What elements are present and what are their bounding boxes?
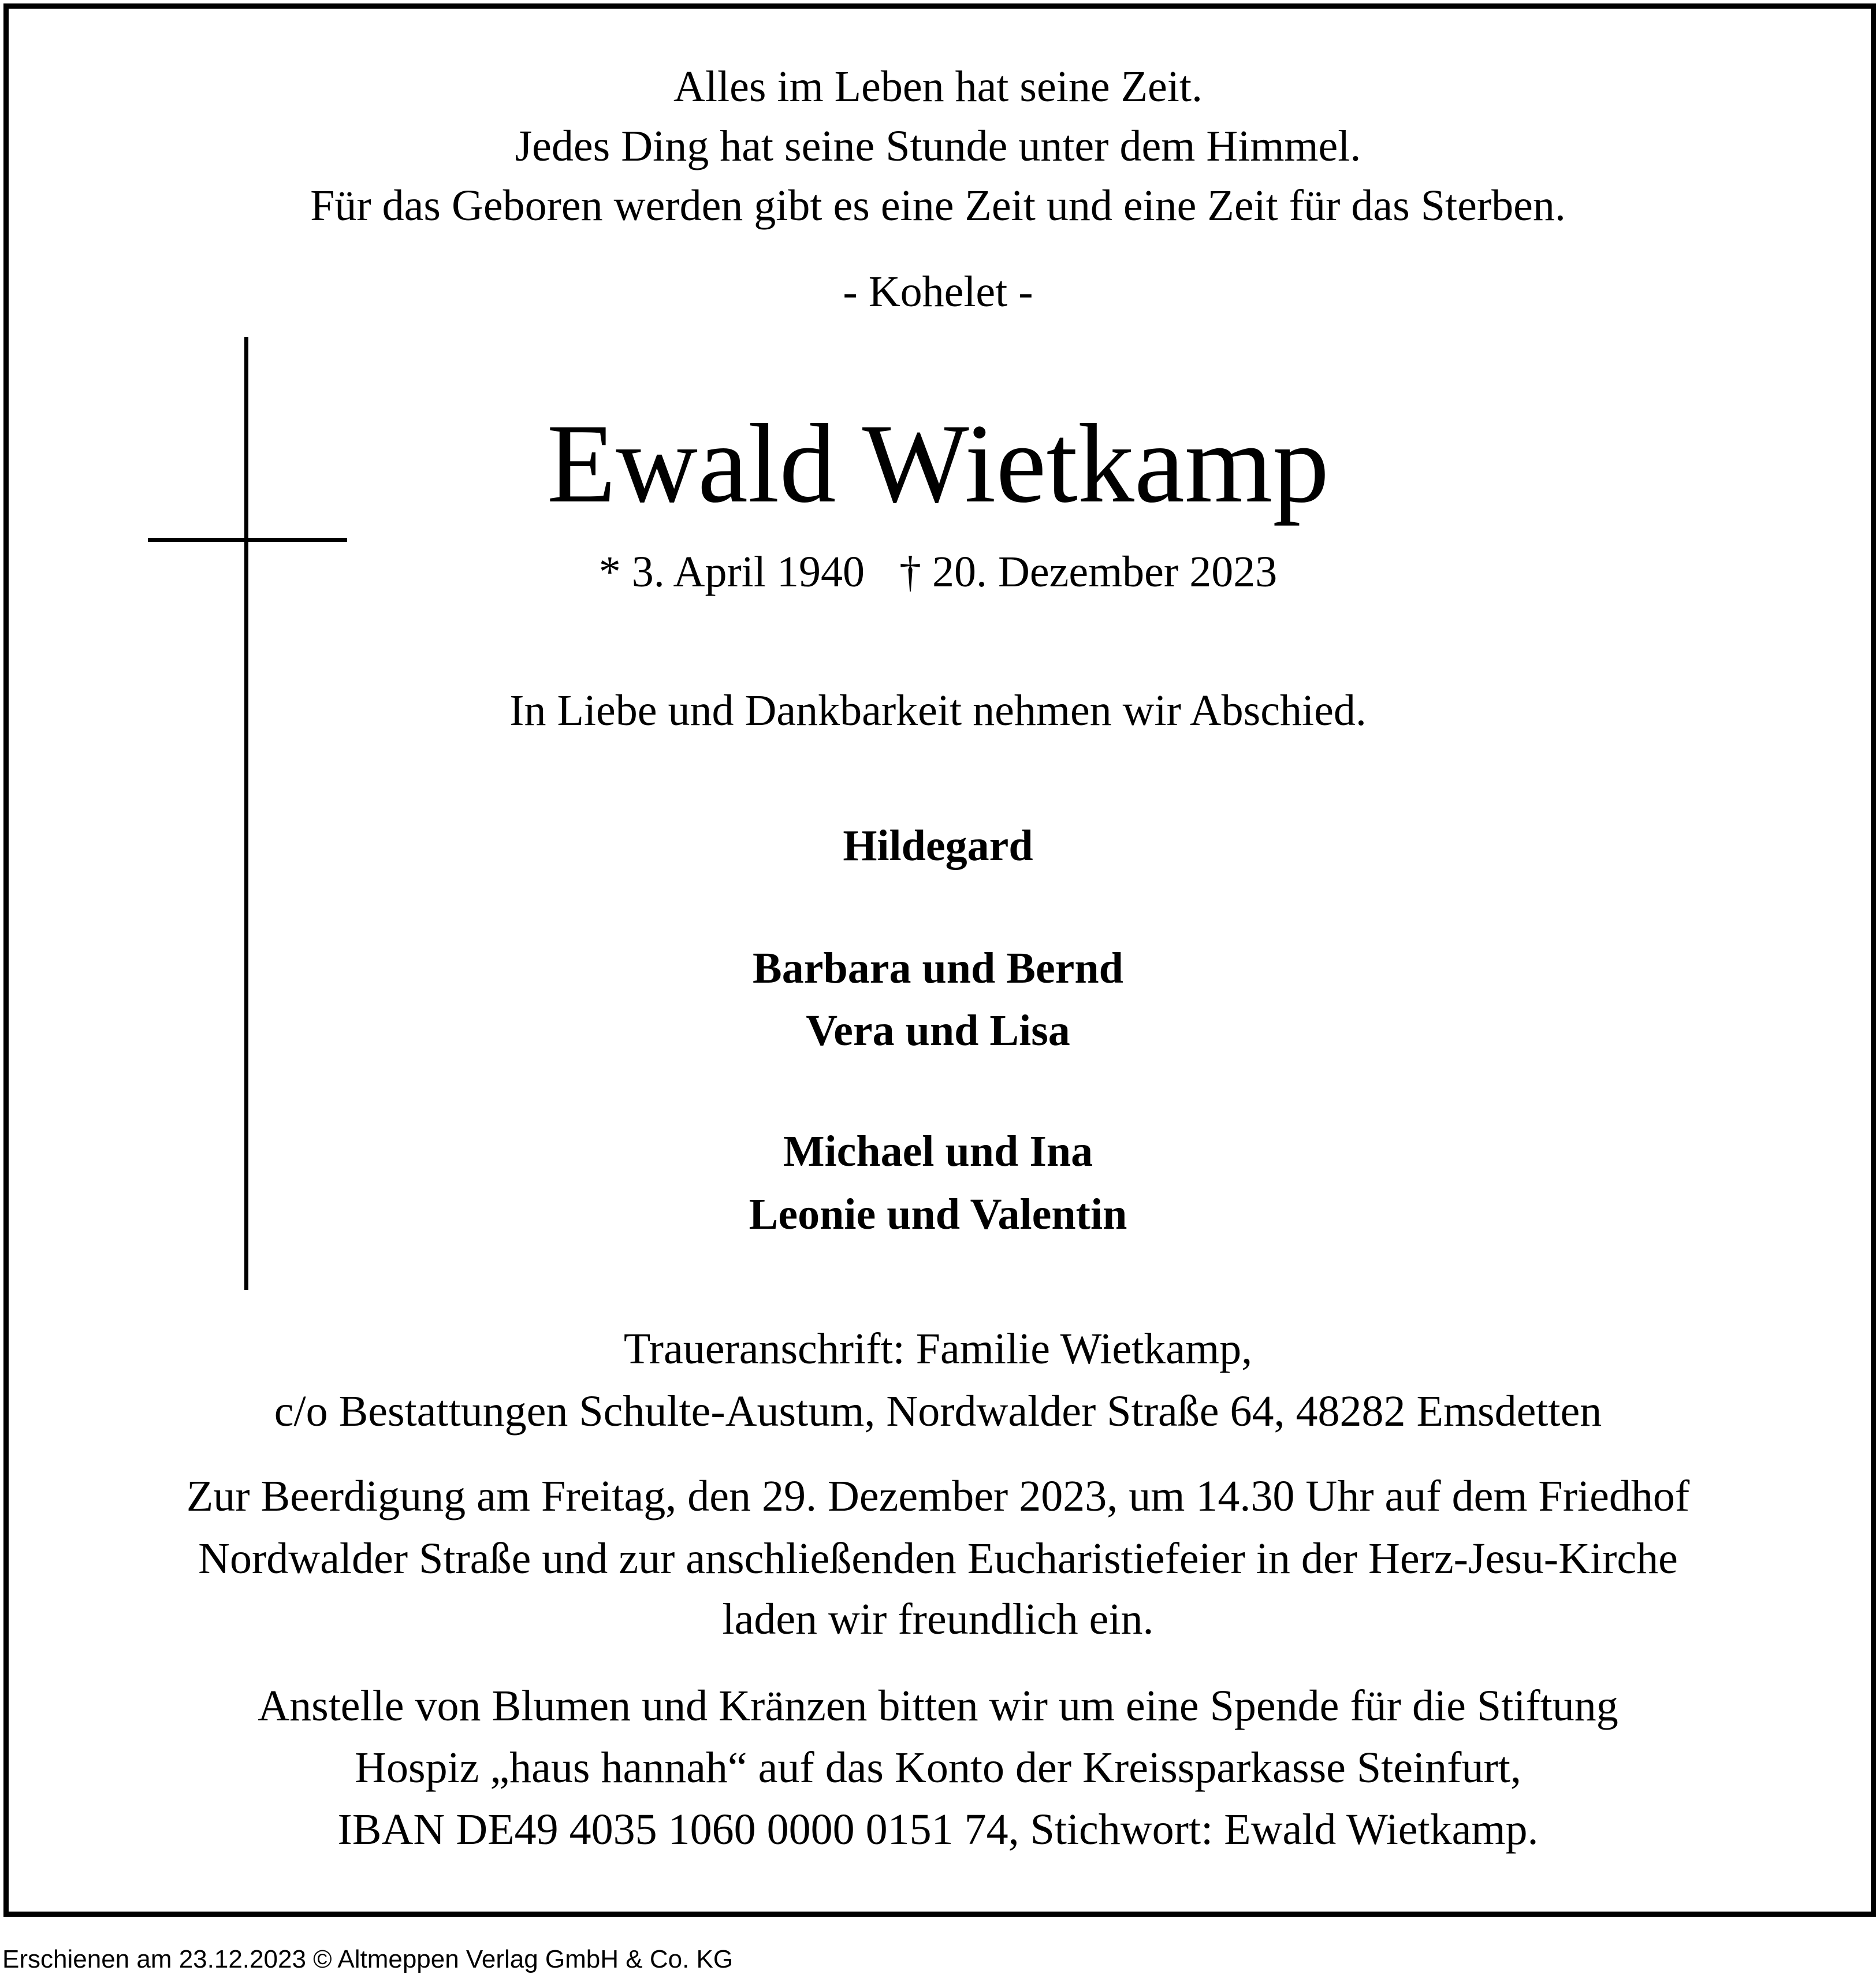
cross-icon-horizontal-bar xyxy=(148,538,347,542)
funeral-line-2: Nordwalder Straße und zur anschließenden Eucharistiefeier in der Herz-Jesu-Kirche xyxy=(198,1534,1678,1583)
funeral-line-3: laden wir freundlich ein. xyxy=(722,1595,1154,1644)
mourning-address-line-1: Traueranschrift: Familie Wietkamp, xyxy=(623,1325,1253,1373)
mourner-spouse: Hildegard xyxy=(843,821,1033,870)
donation-line-2: Hospiz „haus hannah“ auf das Konto der Kreissparkasse Steinfurt, xyxy=(355,1743,1521,1792)
farewell-text: In Liebe und Dankbarkeit nehmen wir Abschied. xyxy=(509,686,1367,735)
quote-line-1: Alles im Leben hat seine Zeit. xyxy=(673,62,1203,111)
quote-line-3: Für das Geboren werden gibt es eine Zeit und eine Zeit für das Sterben. xyxy=(310,181,1566,230)
mourner-family-1-line-2: Vera und Lisa xyxy=(806,1006,1070,1055)
donation-line-3: IBAN DE49 4035 1060 0000 0151 74, Stichwort: Ewald Wietkamp. xyxy=(337,1805,1539,1854)
mourning-address-line-2: c/o Bestattungen Schulte-Austum, Nordwalder Straße 64, 48282 Emsdetten xyxy=(274,1387,1602,1436)
donation-line-1: Anstelle von Blumen und Kränzen bitten wir um eine Spende für die Stiftung xyxy=(258,1682,1618,1730)
mourner-family-2-line-2: Leonie und Valentin xyxy=(749,1190,1127,1239)
mourner-family-1-line-1: Barbara und Bernd xyxy=(753,944,1123,992)
quote-line-2: Jedes Ding hat seine Stunde unter dem Himmel. xyxy=(515,122,1361,170)
quote-source: - Kohelet - xyxy=(843,267,1033,316)
deceased-name: Ewald Wietkamp xyxy=(546,401,1330,526)
publication-footer: Erschienen am 23.12.2023 © Altmeppen Verlag GmbH & Co. KG xyxy=(2,1945,734,1973)
birth-date: * 3. April 1940 xyxy=(598,548,865,596)
death-date: † 20. Dezember 2023 xyxy=(899,548,1278,596)
mourner-family-2-line-1: Michael und Ina xyxy=(783,1127,1093,1176)
life-dates xyxy=(0,547,1876,597)
funeral-line-1: Zur Beerdigung am Freitag, den 29. Dezember 2023, um 14.30 Uhr auf dem Friedhof xyxy=(186,1472,1690,1520)
